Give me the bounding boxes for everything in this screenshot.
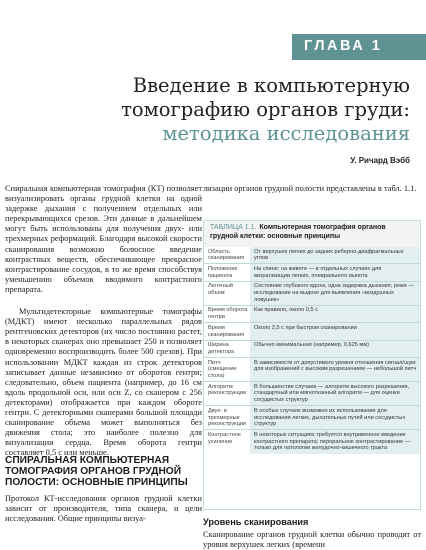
table-row-label: Легочный объем bbox=[208, 283, 233, 297]
table-row bbox=[204, 247, 420, 264]
protocol-text: Протокол КТ-исследования органов грудной клетки зависит от производителя, типа сканера, и цели исследования. Общие принципы визуа- bbox=[5, 494, 202, 524]
chapter-banner bbox=[292, 34, 426, 60]
section-heading-principles: СПИРАЛЬНАЯ КОМПЬЮТЕРНАЯ ТОМОГРАФИЯ ОРГАНОВ ГРУДНОЙ ПОЛОСТИ: ОСНОВНЫЕ ПРИНЦИПЫ bbox=[5, 455, 188, 489]
title-line-1: Введение в компьютерную bbox=[132, 74, 410, 97]
table-row-value: В некоторых ситуациях требуется внутривенное введение контрастного препарата; пероральное контрастирование — только для патологии желудочно-кишечного тракта bbox=[250, 430, 420, 453]
left-column bbox=[5, 184, 202, 458]
table-row-value: В большинстве случаев — алгоритм высокого разрешения, стандартный или мягкотканный алгоритм — для оценки сосудистых структур bbox=[250, 382, 420, 405]
mdct-paragraph: Мультидетекторные компьютерные томографы (МДКТ) имеют несколько параллельных рядов рентгеновских детекторов (их число постоянно растет, в некоторых сканерах оно превышает 250 и позволяет одновременно воспроизводить более 500 срезов). При использовании МДКТ каждая из строк детекторов записывает данные независимо от оборотов гентри; следовательно, объем пациента (например, до 16 см вдоль продольной оси, или оси Z, со сканером с 256 детекторами) отображается при каждом обороте гентри. С детекторными сканерами большой площади сканирование объема может выполняться без движения стола; это наиболее полезно для визуализации сердца. Время оборота гентри составляет 0,5 с или меньше. bbox=[5, 307, 202, 458]
table-row bbox=[204, 382, 420, 406]
table-row bbox=[204, 264, 420, 281]
right-column-top bbox=[203, 184, 421, 194]
table-row bbox=[204, 406, 420, 430]
intro-paragraph: Спиральная компьютерная томография (КТ) позволяет визуализировать органы грудной клетки на одной задержке дыхания с получением отдельных или перекрывающихся срезов. Эти данные в дальнейшем могут быть использованы для получения двух- или трехмерных реформаций. Благодаря высокой скорости сканирования возможно болюсное введение контрастных веществ, обеспечивающее прекрасное контрастирование сосудов, в то же время способствуя уменьшению объемов вводимого контрастного препарата. bbox=[5, 184, 202, 294]
table-title: Компьютерная томография органов грудной клетки: основные принципы bbox=[210, 224, 386, 240]
scan-level-text: Сканирование органов грудной клетки обычно проводят от уровня верхушек легких (времени bbox=[203, 530, 421, 550]
table-row bbox=[204, 341, 420, 358]
title-line-2: томографию органов груди: bbox=[121, 98, 410, 121]
author-name: У. Ричард Вэбб bbox=[350, 156, 410, 165]
table-1-1 bbox=[203, 220, 421, 510]
table-row-value: В зависимости от допустимого уровня отношения сигнал/шум: для изображений с высоким разрешением — небольшой питч bbox=[250, 358, 420, 381]
table-row bbox=[204, 306, 420, 323]
table-row-label: Положение пациента bbox=[208, 265, 238, 279]
chapter-label: ГЛАВА 1 bbox=[304, 38, 383, 54]
table-reference-text: лизации органов грудной полости представлены в табл. 1.1. bbox=[203, 184, 417, 193]
scan-level-paragraph bbox=[203, 530, 421, 550]
table-row bbox=[204, 323, 420, 340]
table-body bbox=[204, 247, 420, 509]
table-row-value: В особых случаях возможно их использование для исследования легких, дыхательных путей или сосудистых структур bbox=[250, 406, 420, 429]
table-row bbox=[204, 358, 420, 382]
protocol-paragraph bbox=[5, 494, 202, 524]
table-row-label: Время оборота гентри bbox=[208, 307, 248, 321]
table-row-label: Время сканирования bbox=[208, 324, 245, 338]
table-row-value: Около 2,5 с при быстром сканировании bbox=[250, 323, 420, 339]
table-row-label: Алгоритм реконструкции bbox=[208, 383, 247, 397]
table-row-value: Состояние глубокого вдоха, одна задержка дыхания; реже — исследование на выдохе для выявления «воздушных ловушек» bbox=[250, 282, 420, 305]
title-subtitle: методика исследования bbox=[162, 122, 410, 145]
table-caption: ТАБЛИЦА 1.1. bbox=[210, 224, 257, 231]
table-row bbox=[204, 430, 420, 453]
table-row-value: Обычно минимальная (например, 0,625 мм) bbox=[250, 341, 420, 357]
section-heading-scan-level: Уровень сканирования bbox=[203, 517, 309, 527]
table-header bbox=[204, 221, 420, 247]
table-row-value: От верхушек легких до задних реберно-диафрагмальных углов bbox=[250, 247, 420, 263]
table-row-value: На спине; на животе — в отдельных случаях для визуализации легких, плеврального выпота bbox=[250, 264, 420, 280]
chapter-title bbox=[70, 74, 410, 146]
table-row bbox=[204, 282, 420, 306]
table-row-label: Область сканирования bbox=[208, 248, 245, 262]
table-row-label: Двух- и трехмерные реконструкции bbox=[208, 407, 247, 428]
table-row-label: Контрастное усиление bbox=[208, 431, 241, 445]
table-row-value: Как правило, около 0,5 с bbox=[250, 306, 420, 322]
table-row-label: Ширина детектора bbox=[208, 342, 235, 355]
table-row-label: Питч (смещение стола) bbox=[208, 359, 237, 380]
